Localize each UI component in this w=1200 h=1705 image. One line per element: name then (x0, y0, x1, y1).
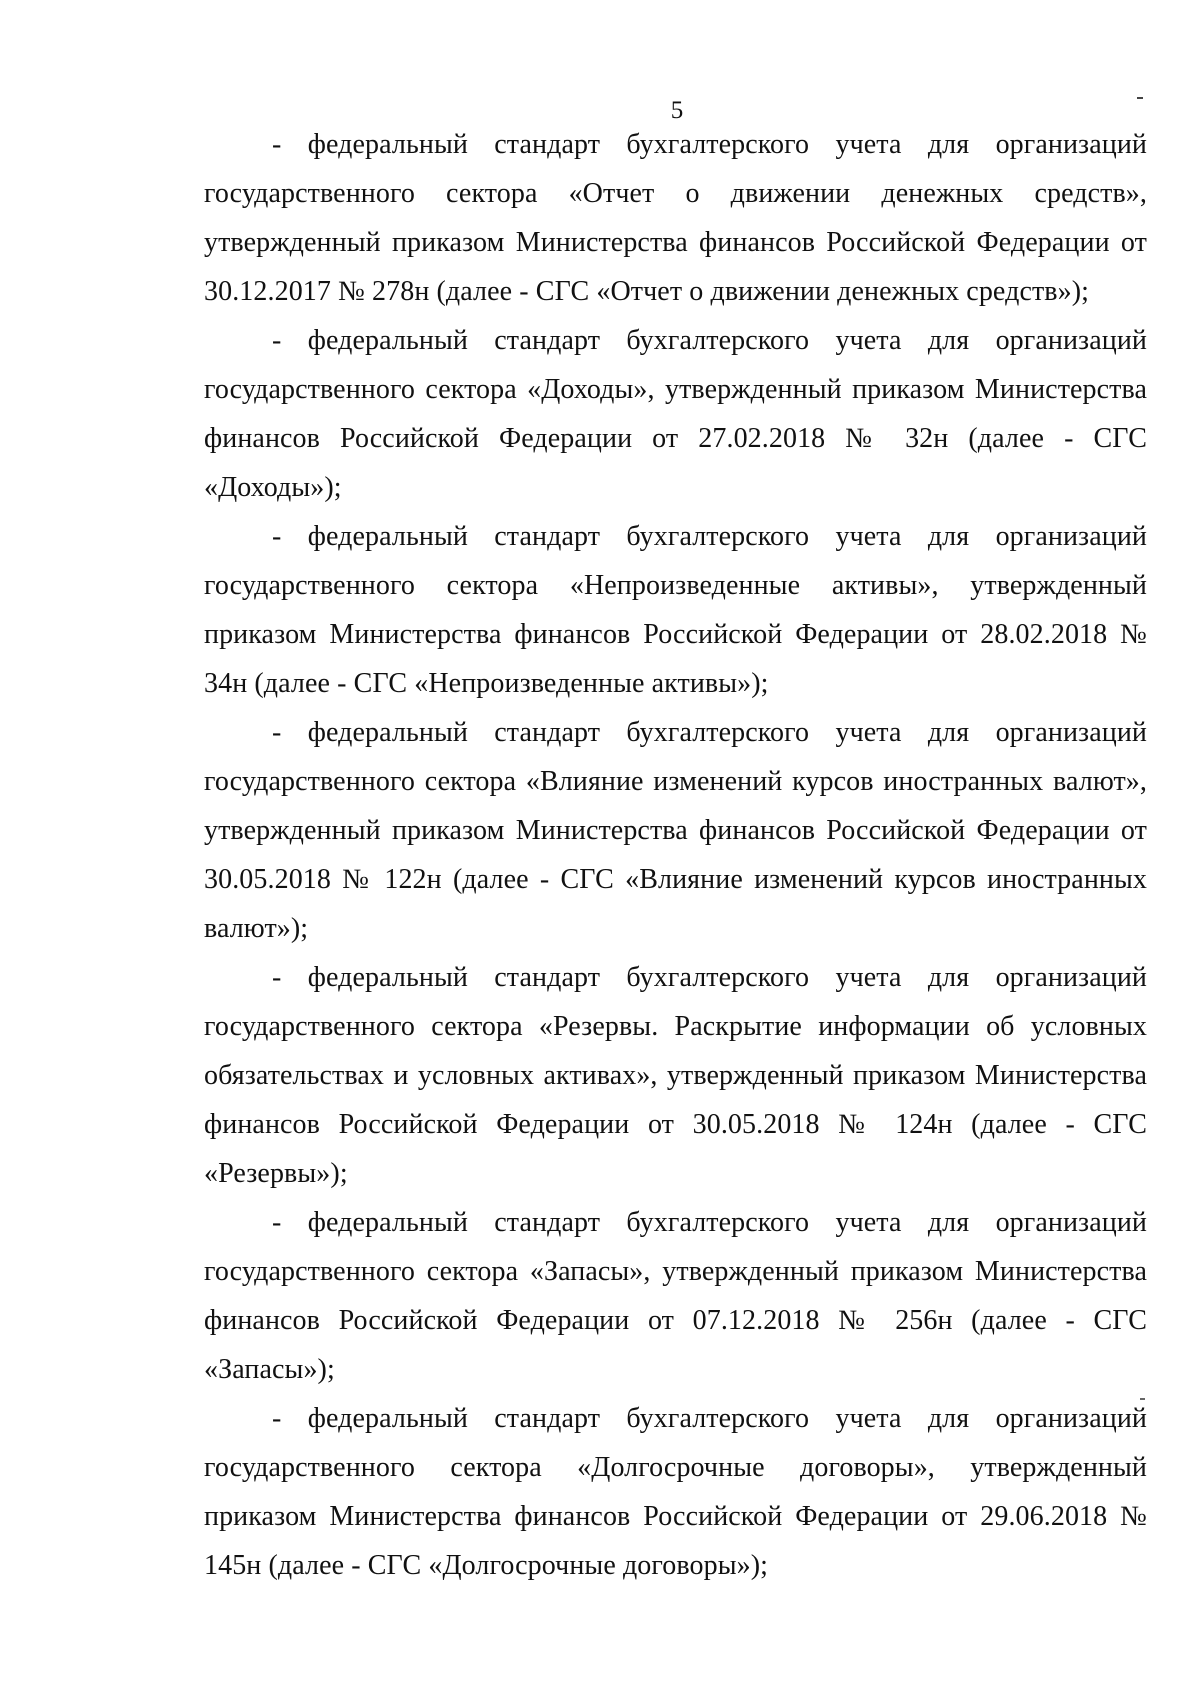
scan-mark-top (1137, 97, 1143, 99)
paragraph-cash-flow-standard: - федеральный стандарт бухгалтерского учета для организаций государственного сектора «Отчет о движении денежных средств», утвержденный приказом Министерства финансов Российской Федерации от 30.12.2017 № 278н (далее - СГС «Отчет о движении денежных средств»); (204, 129, 1147, 307)
paragraph-income-standard: - федеральный стандарт бухгалтерского учета для организаций государственного сектора «Доходы», утвержденный приказом Министерства финансов Российской Федерации от 27.02.2018 № 32н (далее - СГС «Доходы»); (204, 325, 1147, 503)
page-number: 5 (670, 97, 684, 124)
paragraph-foreign-exchange-standard: - федеральный стандарт бухгалтерского учета для организаций государственного сектора «Влияние изменений курсов иностранных валют», утвержденный приказом Министерства финансов Российской Федерации от 30.05.2018 № 122н (далее - СГС «Влияние изменений курсов иностранных валют»); (204, 717, 1147, 944)
paragraph-long-term-contracts-standard: - федеральный стандарт бухгалтерского учета для организаций государственного сектора «Долгосрочные договоры», утвержденный приказом Министерства финансов Российской Федерации от 29.06.2018 № 145н (далее - СГС «Долгосрочные договоры»); (204, 1403, 1147, 1581)
paragraph-non-produced-assets-standard: - федеральный стандарт бухгалтерского учета для организаций государственного сектора «Непроизведенные активы», утвержденный приказом Министерства финансов Российской Федерации от 28.02.2018 № 34н (далее - СГС «Непроизведенные активы»); (204, 521, 1147, 699)
paragraph-reserves-standard: - федеральный стандарт бухгалтерского учета для организаций государственного сектора «Резервы. Раскрытие информации об условных обязательствах и условных активах», утвержденный приказом Министерства финансов Российской Федерации от 30.05.2018 № 124н (далее - СГС «Резервы»); (204, 962, 1147, 1189)
paragraph-inventories-standard: - федеральный стандарт бухгалтерского учета для организаций государственного сектора «Запасы», утвержденный приказом Министерства финансов Российской Федерации от 07.12.2018 № 256н (далее - СГС «Запасы»); (204, 1207, 1147, 1385)
document-body (204, 120, 1147, 1590)
